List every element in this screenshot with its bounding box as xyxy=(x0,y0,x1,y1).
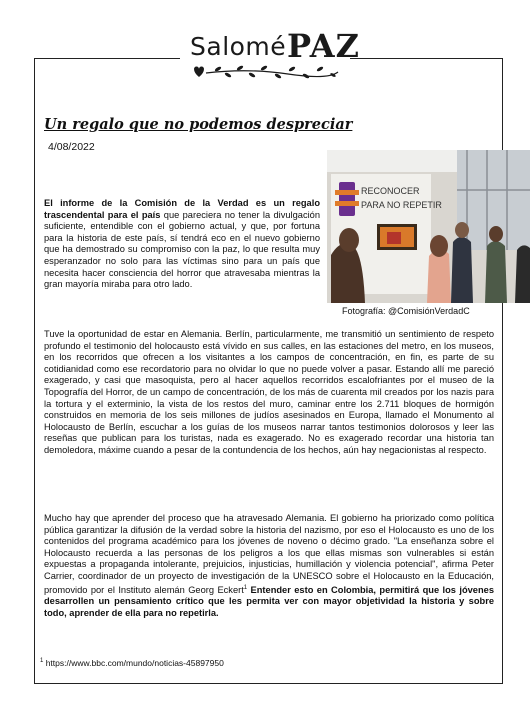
article-date: 4/08/2022 xyxy=(48,141,95,153)
logo-first-name: Salomé xyxy=(190,32,287,61)
footnote-marker: 1 xyxy=(243,584,248,591)
exhibition-photo xyxy=(327,150,530,303)
site-logo xyxy=(180,26,360,82)
germany-text: Mucho hay que aprender del proceso que ha atravesado Alemania. El gobierno ha priorizado como política pública garantizar la difusión de la verdad sobre la historia del nazismo, por eso el Holocausto es uno de los contenidos del programa académico para los jóvenes de noveno o décimo grado. "La enseñanza sobre el Holocausto recuerda a las personas de los peligros a los que ellas mismas son vulnerables si están expuestas a propaganda intolerante, prejuicios, injusticias, humillación y violencia potencial", afirma Peter Carrier, coordinador de un proyecto de investigación de la UNESCO sobre el Holocausto en la Educación, promovido por el Instituto alemán Georg Eckert xyxy=(44,513,494,595)
logo-last-name: PAZ xyxy=(287,27,360,65)
exhibition-photo-image xyxy=(327,150,530,303)
intro-bold-text: El informe de la Comisión de la Verdad es un regalo trascendental para el país xyxy=(44,198,320,220)
paragraph-berlin: Tuve la oportunidad de estar en Alemania. Berlín, particularmente, me transmitió un sentimiento de respeto profundo el testimonio del holocausto está vívido en sus calles, en las estaciones del metro, en los museos, en los recorridos que ofrecen a los visitantes a los campos de concentración, en fin, es parte de su cotidianidad como ese recordatorio para no olvidar lo que no puede volver a pasar. Estando allí me pareció exagerado, y casi que masoquista, pero al hacer aquellos recorridos escalofriantes por el museo de la Topografía del Horror, de un campo de concentración, de los más de cuarenta mil creados por los nazis para la tortura y el exterminio, la vista de los restos del muro, caminar entre los 2.711 bloques de hormigón construidos en memoria de los seis millones de judíos asesinados en Europa, llamado el Monumento al Holocausto de Berlín, escuchar a los guías de los museos narrar tantos testimonios dolorosos y leer las reseñas que publican para los turistas, nada es exagerado. No es exagerado recordar una historia tan demoledora, máxime cuando a pesar de la contundencia de los hechos, aún hay negacionistas al respecto. xyxy=(44,329,494,455)
footnote-number: 1 xyxy=(40,658,44,665)
paragraph-germany xyxy=(44,513,494,619)
footnote-link[interactable]: https://www.bbc.com/mundo/noticias-45897950 xyxy=(43,658,224,668)
photo-caption: Fotografía: @ComisiónVerdadC xyxy=(342,306,470,316)
conclusion-bold-text: Entender esto en Colombia, permitirá que los jóvenes desarrollen un pensamiento crítico que les permita ver con mayor objetividad la historia y sobre todo, aprender de ella para no repetirla. xyxy=(44,584,495,618)
sign-line-2: PARA NO REPETIR xyxy=(361,200,442,210)
paragraph-intro xyxy=(44,198,320,291)
article-title: Un regalo que no podemos despreciar xyxy=(44,116,353,133)
vine-ornament-icon xyxy=(188,64,343,80)
intro-text: que pareciera no tener la divulgación suficiente, entendible con el gobierno actual, y que, por fortuna para la historia de este país, sí tendrá eco en el nuevo gobierno que ha demostrado su compromiso con la paz, lo que resulta muy esperanzador no solo para las víctimas sino para un país que necesita hacer consciencia del horror que atravesaba mientras la gran mayoría miraba para otro lado. xyxy=(44,209,320,290)
sign-line-1: RECONOCER xyxy=(361,186,420,196)
footnote xyxy=(40,658,224,668)
